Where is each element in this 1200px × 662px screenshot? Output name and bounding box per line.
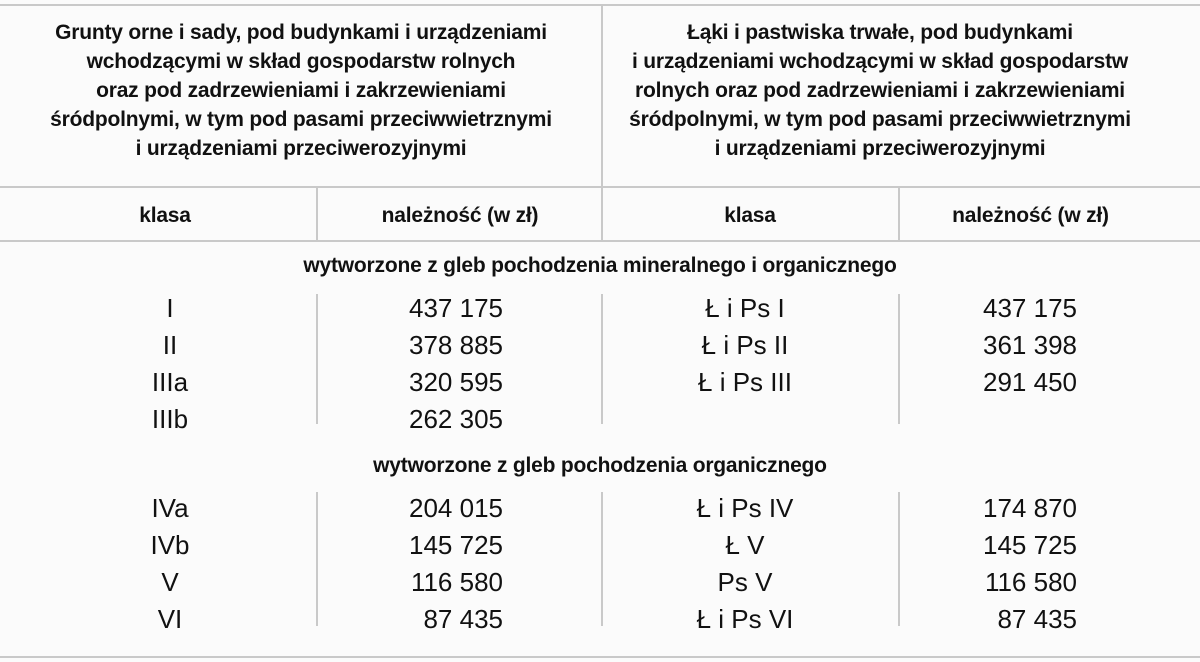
header-bottom-rule: [0, 186, 1200, 188]
amount-cell: 116 580: [984, 567, 1077, 597]
left-group-header: Grunty orne i sady, pod budynkami i urządzeniami wchodzącymi w skład gospodarstw rolnych oraz pod zadrzewieniami i zakrzewieniami śródpolnymi, w tym pod pasami przeciwwietrznymi i urządzeniami przeciwerozyjnymi: [50, 21, 552, 160]
class-cell: IIIa: [151, 367, 189, 397]
amount-cell: 116 580: [410, 567, 503, 597]
table-row: [0, 327, 1200, 364]
amount-cell: 437 175: [409, 293, 503, 323]
class-cell: Ł i Ps III: [698, 367, 792, 397]
section-title-mineral-organic: wytworzone z gleb pochodzenia mineralnego i organicznego: [303, 254, 897, 277]
column-header-klasa-right: klasa: [724, 204, 776, 227]
class-cell: I: [166, 293, 174, 323]
amount-cell: 87 435: [423, 604, 503, 634]
class-cell: VI: [157, 604, 183, 634]
column-header-bottom-rule: [0, 240, 1200, 242]
table-row: [0, 527, 1200, 564]
table-row: [0, 290, 1200, 327]
class-cell: [600, 401, 890, 438]
column-header-naleznosc-left: należność (w zł): [381, 204, 539, 227]
class-cell: IVb: [150, 530, 190, 560]
amount-cell: 204 015: [409, 493, 503, 523]
amount-cell: 378 885: [409, 330, 503, 360]
section-rows-organic: [0, 490, 1200, 638]
amount-cell: 291 450: [983, 367, 1077, 397]
column-header-naleznosc-right: należność (w zł): [952, 204, 1109, 227]
amount-cell: [900, 401, 1077, 438]
bottom-rule: [0, 656, 1200, 658]
amount-cell: 145 725: [409, 530, 503, 560]
table-row: [0, 490, 1200, 527]
right-group-header: Łąki i pastwiska trwałe, pod budynkami i urządzeniami wchodzącymi w skład gospodarstw rolnych oraz pod zadrzewieniami i zakrzewieniami śródpolnymi, w tym pod pasami przeciwwietrznymi i urządzeniami przeciwerozyjnymi: [629, 21, 1131, 160]
class-cell: Ps V: [717, 567, 773, 597]
amount-cell: 87 435: [997, 604, 1077, 634]
amount-cell: 320 595: [409, 367, 503, 397]
amount-cell: 262 305: [409, 404, 503, 434]
class-cell: V: [161, 567, 179, 597]
section-title-organic: wytworzone z gleb pochodzenia organicznego: [373, 454, 827, 477]
section-rows-mineral-organic: [0, 290, 1200, 438]
table-row: [0, 364, 1200, 401]
table-row: [0, 564, 1200, 601]
class-cell: IVa: [151, 493, 189, 523]
class-cell: Ł i Ps II: [701, 330, 789, 360]
class-cell: Ł i Ps IV: [696, 493, 794, 523]
amount-cell: 437 175: [983, 293, 1077, 323]
class-cell: Ł i Ps I: [705, 293, 785, 323]
top-rule: [0, 4, 1200, 6]
class-cell: Ł V: [725, 530, 765, 560]
class-cell: IIIb: [151, 404, 189, 434]
table-row: [0, 401, 1200, 438]
column-header-klasa-left: klasa: [139, 204, 191, 227]
amount-cell: 174 870: [983, 493, 1077, 523]
class-cell: Ł i Ps VI: [696, 604, 794, 634]
amount-cell: 145 725: [983, 530, 1077, 560]
table-row: [0, 601, 1200, 638]
amount-cell: 361 398: [983, 330, 1077, 360]
class-cell: II: [162, 330, 178, 360]
